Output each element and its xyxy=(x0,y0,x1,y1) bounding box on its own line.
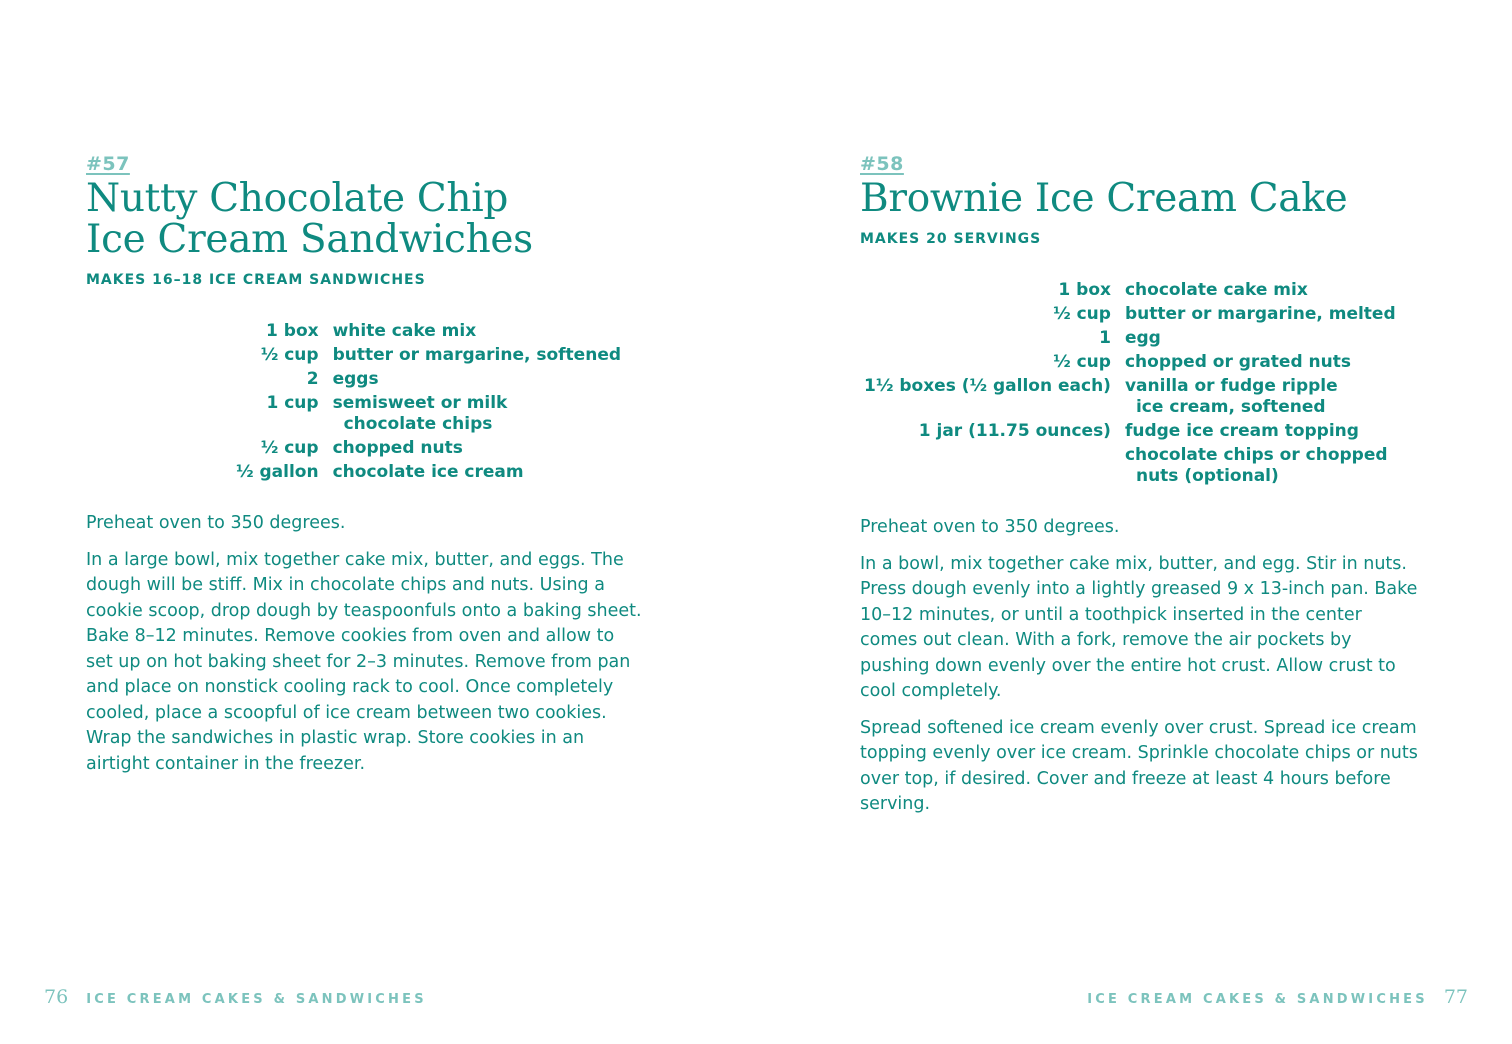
ingredient-quantity: 1 cup xyxy=(266,393,319,413)
ingredient-quantity: ½ gallon xyxy=(236,462,319,482)
recipe-title-line: Nutty Chocolate Chip xyxy=(86,176,509,221)
ingredient-row xyxy=(236,344,621,368)
recipe-58 xyxy=(860,152,1420,829)
ingredient-name-line: semisweet or milk xyxy=(332,393,508,413)
section-title: ICE CREAM CAKES & SANDWICHES xyxy=(86,992,427,1007)
ingredient-row xyxy=(864,351,1396,375)
ingredient-quantity: 1 jar (11.75 ounces) xyxy=(918,421,1111,441)
ingredient-quantity: ½ cup xyxy=(1053,352,1111,372)
ingredient-name-continuation: chocolate chips xyxy=(343,414,493,434)
ingredient-name: fudge ice cream topping xyxy=(1124,421,1359,441)
recipe-yield: MAKES 20 SERVINGS xyxy=(860,231,1042,247)
ingredient-name-continuation: nuts (optional) xyxy=(1135,466,1279,486)
ingredient-name xyxy=(1125,444,1396,489)
recipe-yield: MAKES 16–18 ICE CREAM SANDWICHES xyxy=(86,272,426,288)
page-number: 77 xyxy=(1443,986,1468,1008)
ingredient-quantity: 1 box xyxy=(1058,280,1111,300)
instruction-paragraph: Preheat oven to 350 degrees. xyxy=(86,513,346,533)
ingredient-name: butter or margarine, melted xyxy=(1124,304,1396,324)
ingredient-name: chocolate cake mix xyxy=(1124,280,1308,300)
recipe-title xyxy=(860,178,1420,219)
recipe-number: #58 xyxy=(860,153,904,175)
ingredient-row xyxy=(236,392,621,437)
ingredient-quantity: 2 xyxy=(306,369,319,389)
ingredients-list xyxy=(236,320,621,485)
ingredient-name: eggs xyxy=(332,369,379,389)
ingredient-row xyxy=(864,327,1396,351)
ingredient-name-continuation: ice cream, softened xyxy=(1135,397,1326,417)
recipe-title xyxy=(86,178,646,260)
ingredient-quantity: 1 xyxy=(1099,328,1111,348)
ingredient-quantity: ½ cup xyxy=(260,345,319,365)
ingredient-name-line: chocolate chips or chopped xyxy=(1124,445,1388,465)
page-footer xyxy=(1087,986,1468,1008)
page-number: 76 xyxy=(44,986,69,1008)
ingredient-quantity: ½ cup xyxy=(1053,304,1111,324)
ingredient-row xyxy=(236,320,621,344)
ingredient-row xyxy=(236,461,621,485)
recipe-title-line: Ice Cream Sandwiches xyxy=(86,217,533,262)
ingredient-row xyxy=(864,444,1396,489)
ingredient-row xyxy=(864,279,1396,303)
ingredient-quantity: 1½ boxes (½ gallon each) xyxy=(864,376,1111,396)
recipe-title-line: Brownie Ice Cream Cake xyxy=(860,176,1348,221)
recipe-instructions xyxy=(860,515,1420,818)
page-footer xyxy=(44,986,427,1008)
ingredient-name: chopped nuts xyxy=(332,438,463,458)
ingredient-name: butter or margarine, softened xyxy=(332,345,622,365)
section-title: ICE CREAM CAKES & SANDWICHES xyxy=(1087,992,1428,1007)
recipe-57 xyxy=(86,152,646,788)
ingredient-quantity: 1 box xyxy=(266,321,319,341)
ingredient-row xyxy=(236,437,621,461)
ingredient-name: chopped or grated nuts xyxy=(1124,352,1351,372)
ingredient-row xyxy=(864,420,1396,444)
ingredient-name-line: vanilla or fudge ripple xyxy=(1124,376,1338,396)
instruction-paragraph: Spread softened ice cream evenly over crust. Spread ice cream topping evenly over ice cream. Sprinkle chocolate chips or nuts over top, if desired. Cover and freeze at least 4 hours before serving. xyxy=(860,717,1418,814)
instruction-paragraph: In a large bowl, mix together cake mix, butter, and eggs. The dough will be stiff. Mix in chocolate chips and nuts. Using a cookie scoop, drop dough by teaspoonfuls onto a baking sheet. Bake 8–12 minutes. Remove cookies from oven and allow to set up on hot baking sheet for 2–3 minutes. Remove from pan and place on nonstick cooling rack to cool. Once completely cooled, place a scoopful of ice cream between two cookies. Wrap the sandwiches in plastic wrap. Store cookies in an airtight container in the freezer. xyxy=(86,549,642,774)
ingredient-quantity: ½ cup xyxy=(260,438,319,458)
ingredient-name: chocolate ice cream xyxy=(332,462,524,482)
instruction-paragraph: Preheat oven to 350 degrees. xyxy=(860,517,1120,537)
ingredients-list xyxy=(864,279,1396,489)
ingredient-row xyxy=(236,368,621,392)
ingredient-quantity xyxy=(864,444,1125,489)
ingredient-row xyxy=(864,303,1396,327)
ingredient-name: egg xyxy=(1124,328,1161,348)
right-page xyxy=(756,0,1512,1044)
instruction-paragraph: In a bowl, mix together cake mix, butter, and egg. Stir in nuts. Press dough evenly into a lightly greased 9 x 13-inch pan. Bake 10–12 minutes, or until a toothpick inserted in the center comes out clean. With a fork, remove the air pockets by pushing down evenly over the entire hot crust. Allow crust to cool completely. xyxy=(860,553,1418,701)
ingredient-row xyxy=(864,375,1396,420)
ingredient-name: white cake mix xyxy=(332,321,477,341)
ingredient-name xyxy=(333,392,621,437)
recipe-instructions xyxy=(86,511,646,777)
ingredient-name xyxy=(1125,375,1396,420)
recipe-number: #57 xyxy=(86,153,130,175)
